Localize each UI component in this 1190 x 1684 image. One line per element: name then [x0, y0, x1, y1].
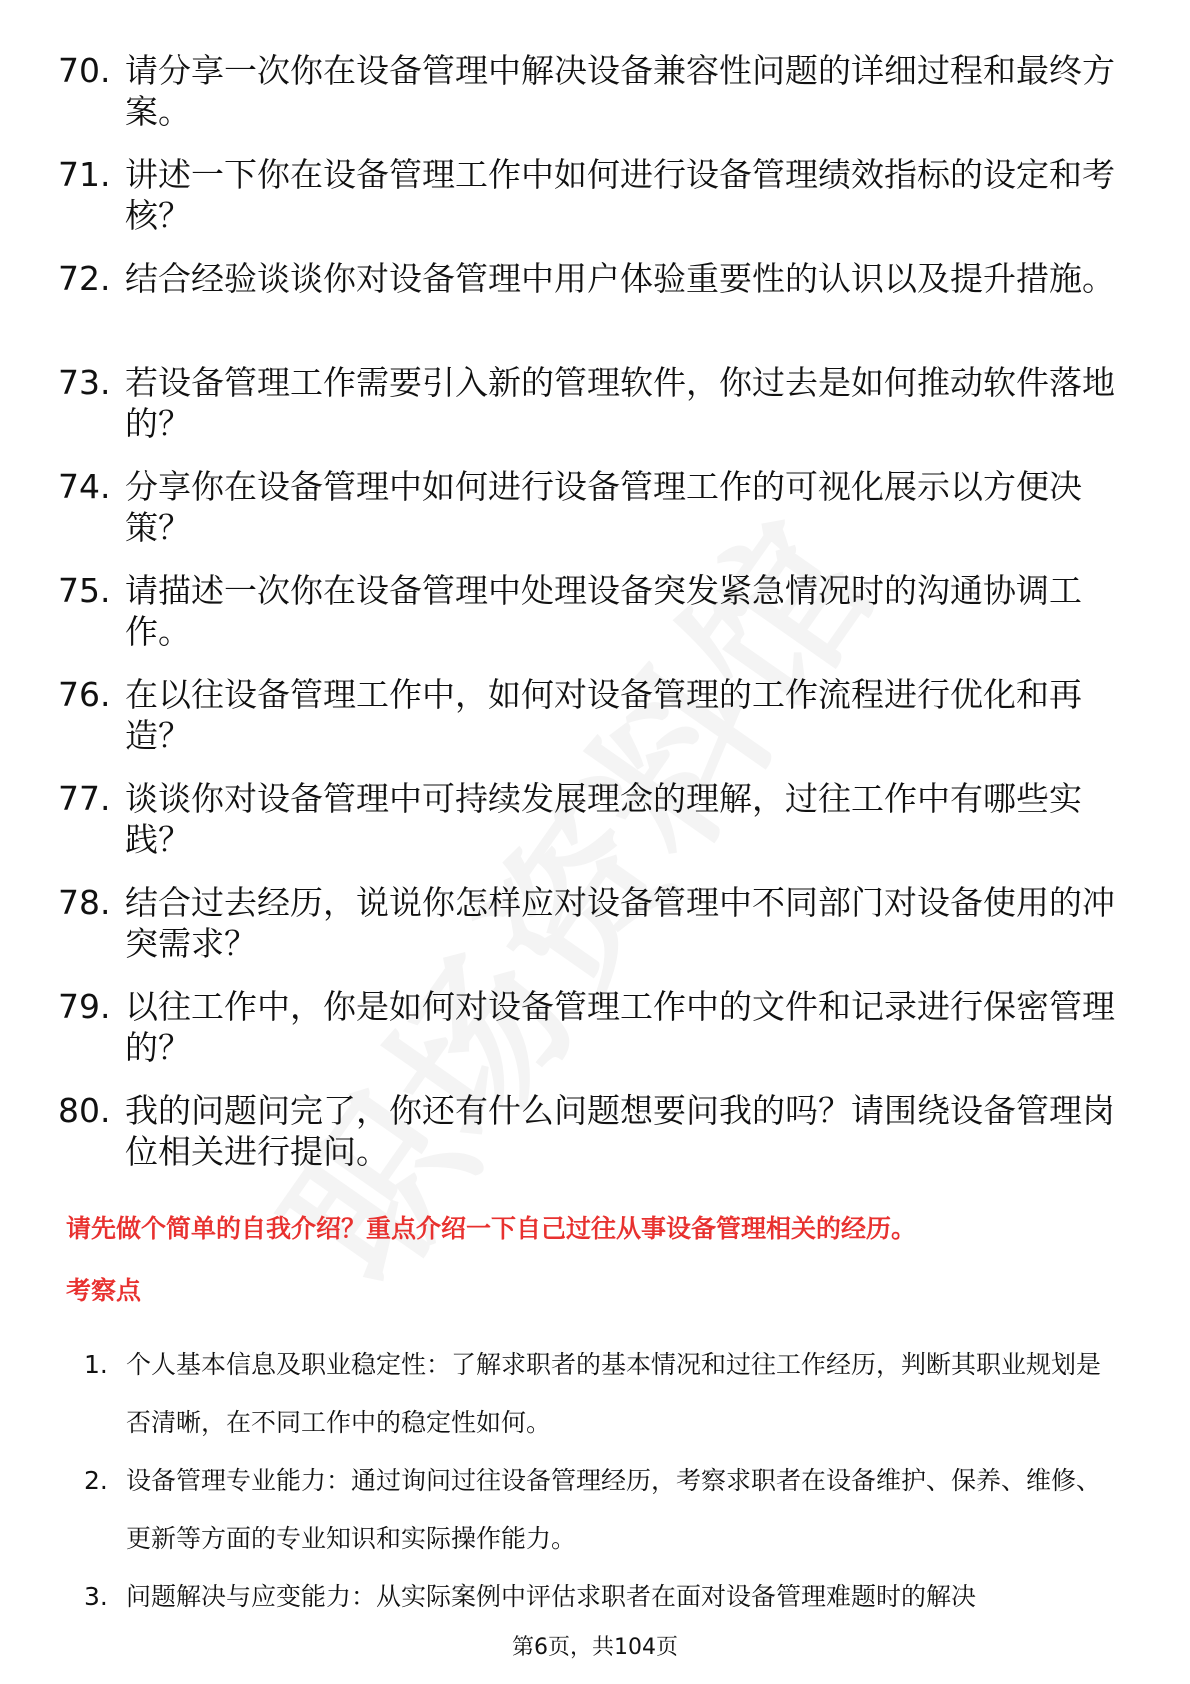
point-number: 2. — [84, 1466, 108, 1495]
question-text: 结合过去经历，说说你怎样应对设备管理中不同部门对设备使用的冲突需求？ — [125, 883, 1115, 963]
question-number: 72. — [58, 259, 111, 298]
question-number: 75. — [58, 571, 111, 610]
question-text: 若设备管理工作需要引入新的管理软件，你过去是如何推动软件落地的？ — [125, 363, 1115, 443]
question-item — [58, 1090, 1118, 1172]
question-text: 以往工作中，你是如何对设备管理工作中的文件和记录进行保密管理的？ — [125, 987, 1115, 1067]
question-number: 74. — [58, 467, 111, 506]
question-text: 讲述一下你在设备管理工作中如何进行设备管理绩效指标的设定和考核？ — [125, 155, 1115, 235]
question-text: 谈谈你对设备管理中可持续发展理念的理解，过往工作中有哪些实践？ — [125, 779, 1082, 859]
question-item — [58, 362, 1118, 444]
question-number: 78. — [58, 883, 111, 922]
section-headline: 请先做个简单的自我介绍？重点介绍一下自己过往从事设备管理相关的经历。 — [66, 1214, 917, 1243]
question-text: 请描述一次你在设备管理中处理设备突发紧急情况时的沟通协调工作。 — [125, 571, 1082, 651]
question-item — [58, 882, 1118, 964]
question-text: 请分享一次你在设备管理中解决设备兼容性问题的详细过程和最终方案。 — [125, 51, 1115, 131]
question-number: 73. — [58, 363, 111, 402]
assessment-point — [84, 1568, 1114, 1626]
question-item — [58, 466, 1118, 548]
question-text: 分享你在设备管理中如何进行设备管理工作的可视化展示以方便决策？ — [125, 467, 1082, 547]
section-title: 考察点 — [66, 1276, 142, 1305]
question-number: 79. — [58, 987, 111, 1026]
question-number: 71. — [58, 155, 111, 194]
question-item — [58, 778, 1118, 860]
question-text: 在以往设备管理工作中，如何对设备管理的工作流程进行优化和再造？ — [125, 675, 1082, 755]
question-item — [58, 50, 1118, 132]
question-item — [58, 986, 1118, 1068]
question-item — [58, 258, 1118, 340]
question-number: 70. — [58, 51, 111, 90]
question-number: 77. — [58, 779, 111, 818]
question-item — [58, 674, 1118, 756]
point-text: 个人基本信息及职业稳定性：了解求职者的基本情况和过往工作经历，判断其职业规划是否清晰，在不同工作中的稳定性如何。 — [126, 1350, 1102, 1437]
assessment-points-list — [84, 1336, 1114, 1626]
point-text: 设备管理专业能力：通过询问过往设备管理经历，考察求职者在设备维护、保养、维修、更新等方面的专业知识和实际操作能力。 — [126, 1466, 1102, 1553]
page-footer: 第6页，共104页 — [512, 1635, 678, 1660]
question-item — [58, 154, 1118, 236]
question-number: 80. — [58, 1091, 111, 1130]
assessment-point — [84, 1452, 1114, 1568]
question-text: 结合经验谈谈你对设备管理中用户体验重要性的认识以及提升措施。 — [125, 259, 1115, 298]
question-list — [58, 50, 1118, 1194]
point-number: 3. — [84, 1582, 108, 1611]
question-number: 76. — [58, 675, 111, 714]
point-text: 问题解决与应变能力：从实际案例中评估求职者在面对设备管理难题时的解决 — [126, 1582, 977, 1611]
point-number: 1. — [84, 1350, 108, 1379]
question-text: 我的问题问完了，你还有什么问题想要问我的吗？请围绕设备管理岗位相关进行提问。 — [125, 1091, 1115, 1171]
question-item — [58, 570, 1118, 652]
assessment-point — [84, 1336, 1114, 1452]
